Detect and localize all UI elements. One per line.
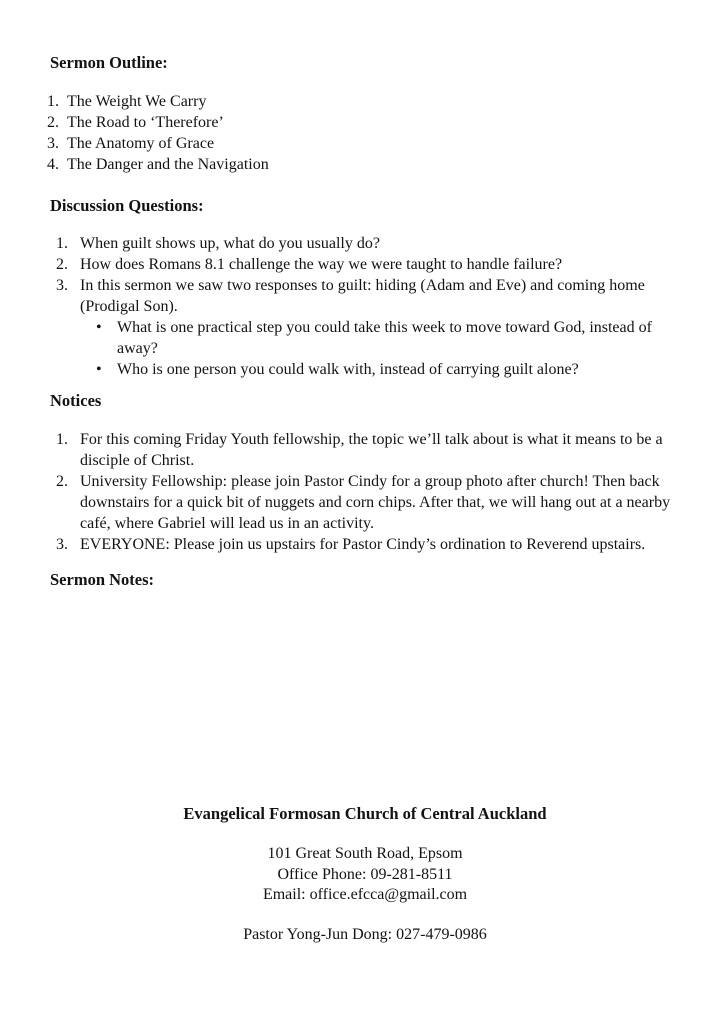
discussion-questions-heading: Discussion Questions: xyxy=(50,196,204,215)
notice-text: University Fellowship: please join Pastor Cindy for a group photo after church! Then back downstairs for a quick bit of nuggets and corn chips. After that, we will hang out at a nearby café, where Gabriel will lead us in an activity. xyxy=(80,473,671,532)
list-item xyxy=(56,429,694,471)
list-item xyxy=(56,534,694,555)
outline-item-text: The Weight We Carry xyxy=(67,93,207,110)
list-item xyxy=(56,254,694,275)
church-address: 101 Great South Road, Epsom xyxy=(267,845,463,862)
list-item xyxy=(94,359,694,380)
notices-list xyxy=(56,429,694,555)
sermon-notes-blank-area xyxy=(50,590,694,803)
sermon-outline-heading: Sermon Outline: xyxy=(50,53,168,72)
discussion-questions-list xyxy=(56,233,694,380)
pastor-contact: Pastor Yong-Jun Dong: 027-479-0986 xyxy=(243,925,487,943)
sermon-outline-list xyxy=(47,91,694,175)
list-item xyxy=(56,471,694,534)
list-item xyxy=(47,112,694,133)
outline-item-text: The Road to ‘Therefore’ xyxy=(67,114,224,131)
contact-block xyxy=(50,844,680,906)
question-text: How does Romans 8.1 challenge the way we were taught to handle failure? xyxy=(80,256,563,273)
list-item xyxy=(47,154,694,175)
outline-item-text: The Danger and the Navigation xyxy=(67,156,269,173)
list-item xyxy=(56,233,694,254)
office-phone: Office Phone: 09-281-8511 xyxy=(277,865,453,883)
notice-text: EVERYONE: Please join us upstairs for Pastor Cindy’s ordination to Reverend upstairs. xyxy=(80,536,646,553)
church-name: Evangelical Formosan Church of Central Auckland xyxy=(183,804,547,823)
question-text: In this sermon we saw two responses to guilt: hiding (Adam and Eve) and coming home (Prodigal Son). xyxy=(80,277,645,315)
sub-bullet-text: What is one practical step you could take this week to move toward God, instead of away? xyxy=(117,319,652,357)
list-item xyxy=(47,91,694,112)
question-text: When guilt shows up, what do you usually do? xyxy=(80,235,380,252)
list-item xyxy=(47,133,694,154)
notices-heading: Notices xyxy=(50,391,102,410)
list-item xyxy=(56,275,694,380)
list-item xyxy=(94,317,694,359)
discussion-sub-bullet-list xyxy=(94,317,694,380)
outline-item-text: The Anatomy of Grace xyxy=(67,135,215,152)
church-email: Email: office.efcca@gmail.com xyxy=(262,886,468,903)
footer xyxy=(50,803,680,945)
notice-text: For this coming Friday Youth fellowship, the topic we’ll talk about is what it means to be a disciple of Christ. xyxy=(80,431,663,469)
sermon-notes-heading: Sermon Notes: xyxy=(50,570,155,589)
sub-bullet-text: Who is one person you could walk with, instead of carrying guilt alone? xyxy=(117,361,579,378)
